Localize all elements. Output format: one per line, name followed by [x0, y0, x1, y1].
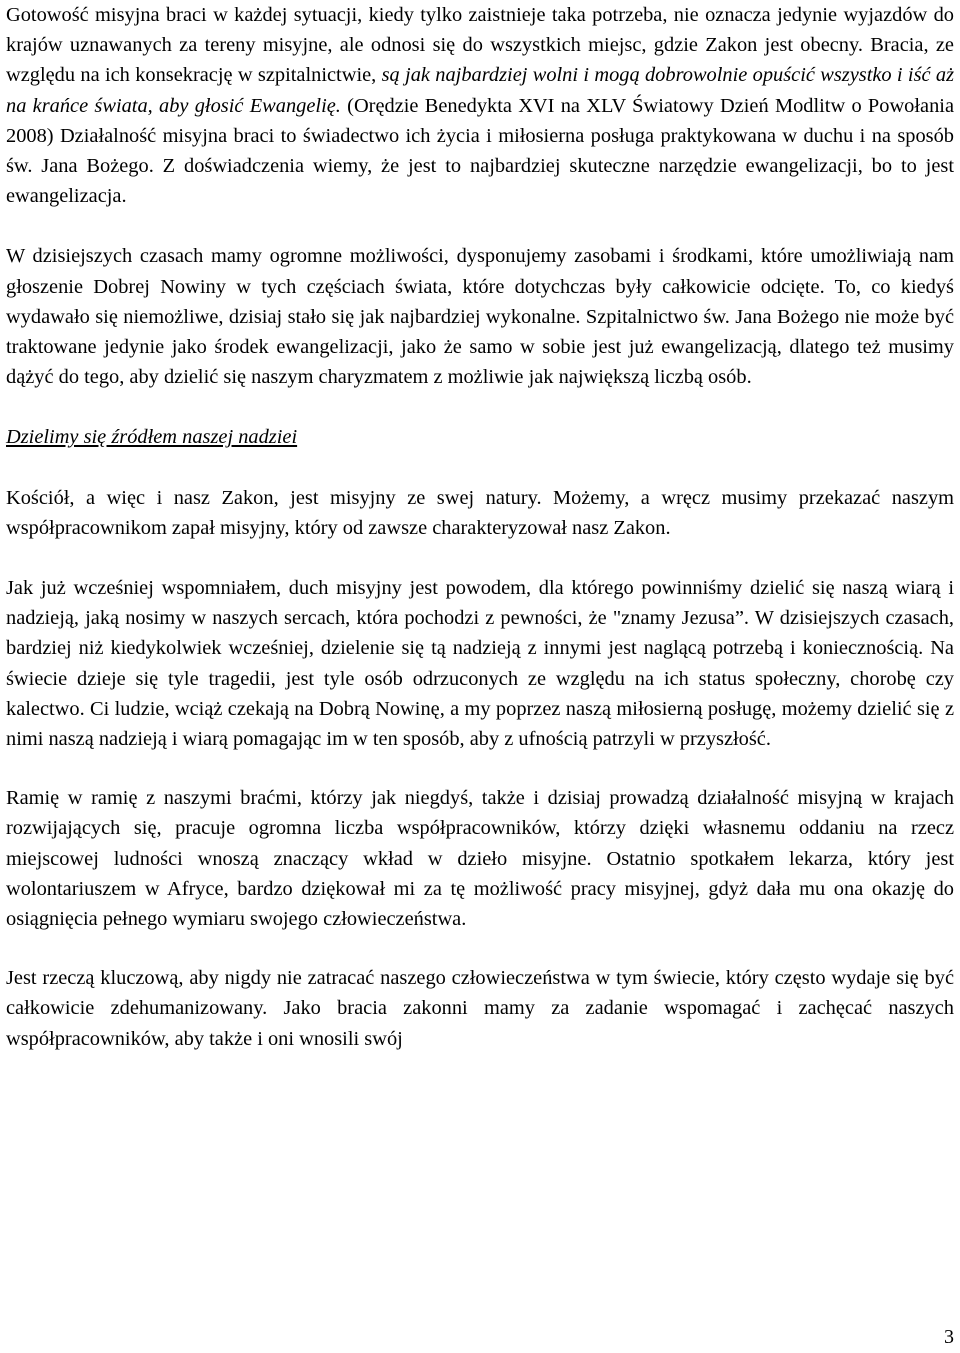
- page-number: 3: [944, 1326, 954, 1348]
- paragraph-6: Jest rzeczą kluczową, aby nigdy nie zatracać naszego człowieczeństwa w tym świecie, który często wydaje się być całkowicie zdehumanizowany. Jako bracia zakonni mamy za zadanie wspomagać i zachęcać naszych współpracowników, aby także i oni wnosili swój: [6, 967, 954, 1050]
- paragraph-3: Kościół, a więc i nasz Zakon, jest misyjny ze swej natury. Możemy, a wręcz musimy przekazać naszym współpracownikom zapał misyjny, który od zawsze charakteryzował nasz Zakon.: [6, 486, 954, 539]
- section-heading: Dzielimy się źródłem naszej nadziei: [6, 426, 298, 449]
- paragraph-2: W dzisiejszych czasach mamy ogromne możliwości, dysponujemy zasobami i środkami, które umożliwiają nam głoszenie Dobrej Nowiny w tych częściach świata, które dotychczas były całkowicie odcięte. To, co kiedyś wydawało się niemożliwe, dzisiaj stało się jak najbardziej wykonalne. Szpitalnictwo św. Jana Bożego nie może być traktowane jedynie jako środek ewangelizacji, jako że samo w sobie jest już ewangelizacją, dlatego też musimy dążyć do tego, aby dzielić się naszym charyzmatem z możliwie jak największą liczbą osób.: [6, 245, 954, 389]
- paragraph-4: Jak już wcześniej wspomniałem, duch misyjny jest powodem, dla którego powinniśmy dzielić się naszą wiarą i nadzieją, jaką nosimy w naszych sercach, która pochodzi z pewności, że "znamy Jezusa”. W dzisiejszych czasach, bardziej niż kiedykolwiek wcześniej, dzielenie się tą nadzieją z innymi jest naglącą potrzebą i koniecznością. Na świecie dzieje się tyle tragedii, jest tyle osób odrzuconych ze względu na ich status społeczny, chorobę czy kalectwo. Ci ludzie, wciąż czekają na Dobrą Nowinę, a my poprzez naszą miłosierną posługę, możemy dzielić się z nimi naszą nadzieją i wiarą pomagając im w ten sposób, aby z ufnością patrzyli w przyszłość.: [6, 577, 954, 751]
- paragraph-1-text-a: Gotowość misyjna braci w każdej sytuacji, kiedy tylko zaistnieje taka potrzeba, nie oznacza jedynie wyjazdów do krajów uznawanych za tereny misyjne, ale odnosi się do wszystkich miejsc, gdzie Zakon jest obecny. Bracia, ze względu na ich konsekrację w szpitalnictwie,: [6, 4, 954, 87]
- paragraph-1-italic-quote: są jak najbardziej wolni i mogą dobrowolnie opuścić wszystko i iść aż na krańce świata, aby głosić Ewangelię.: [6, 64, 955, 117]
- document-page: [6, 0, 954, 1054]
- paragraph-1: [6, 0, 954, 211]
- paragraph-5: Ramię w ramię z naszymi braćmi, którzy jak niegdyś, także i dzisiaj prowadzą działalność misyjną w krajach rozwijających się, pracuje ogromna liczba współpracowników, którzy dzięki własnemu oddaniu na rzecz miejscowej ludności wnoszą znaczący wkład w dzieło misyjne. Ostatnio spotkałem lekarza, który jest wolontariuszem w Afryce, bardzo dziękował mi za tę możliwość pracy misyjnej, gdyż dała mu ona okazję do osiągnięcia pełnego wymiaru swojego człowieczeństwa.: [6, 787, 954, 931]
- paragraph-1-text-c: (Orędzie Benedykta XVI na XLV Światowy Dzień Modlitw o Powołania 2008) Działalność misyjna braci to świadectwo ich życia i miłosierna posługa praktykowana w duchu i na sposób św. Jana Bożego. Z doświadczenia wiemy, że jest to najbardziej skuteczne narzędzie ewangelizacji, bo to jest ewangelizacja.: [6, 94, 955, 208]
